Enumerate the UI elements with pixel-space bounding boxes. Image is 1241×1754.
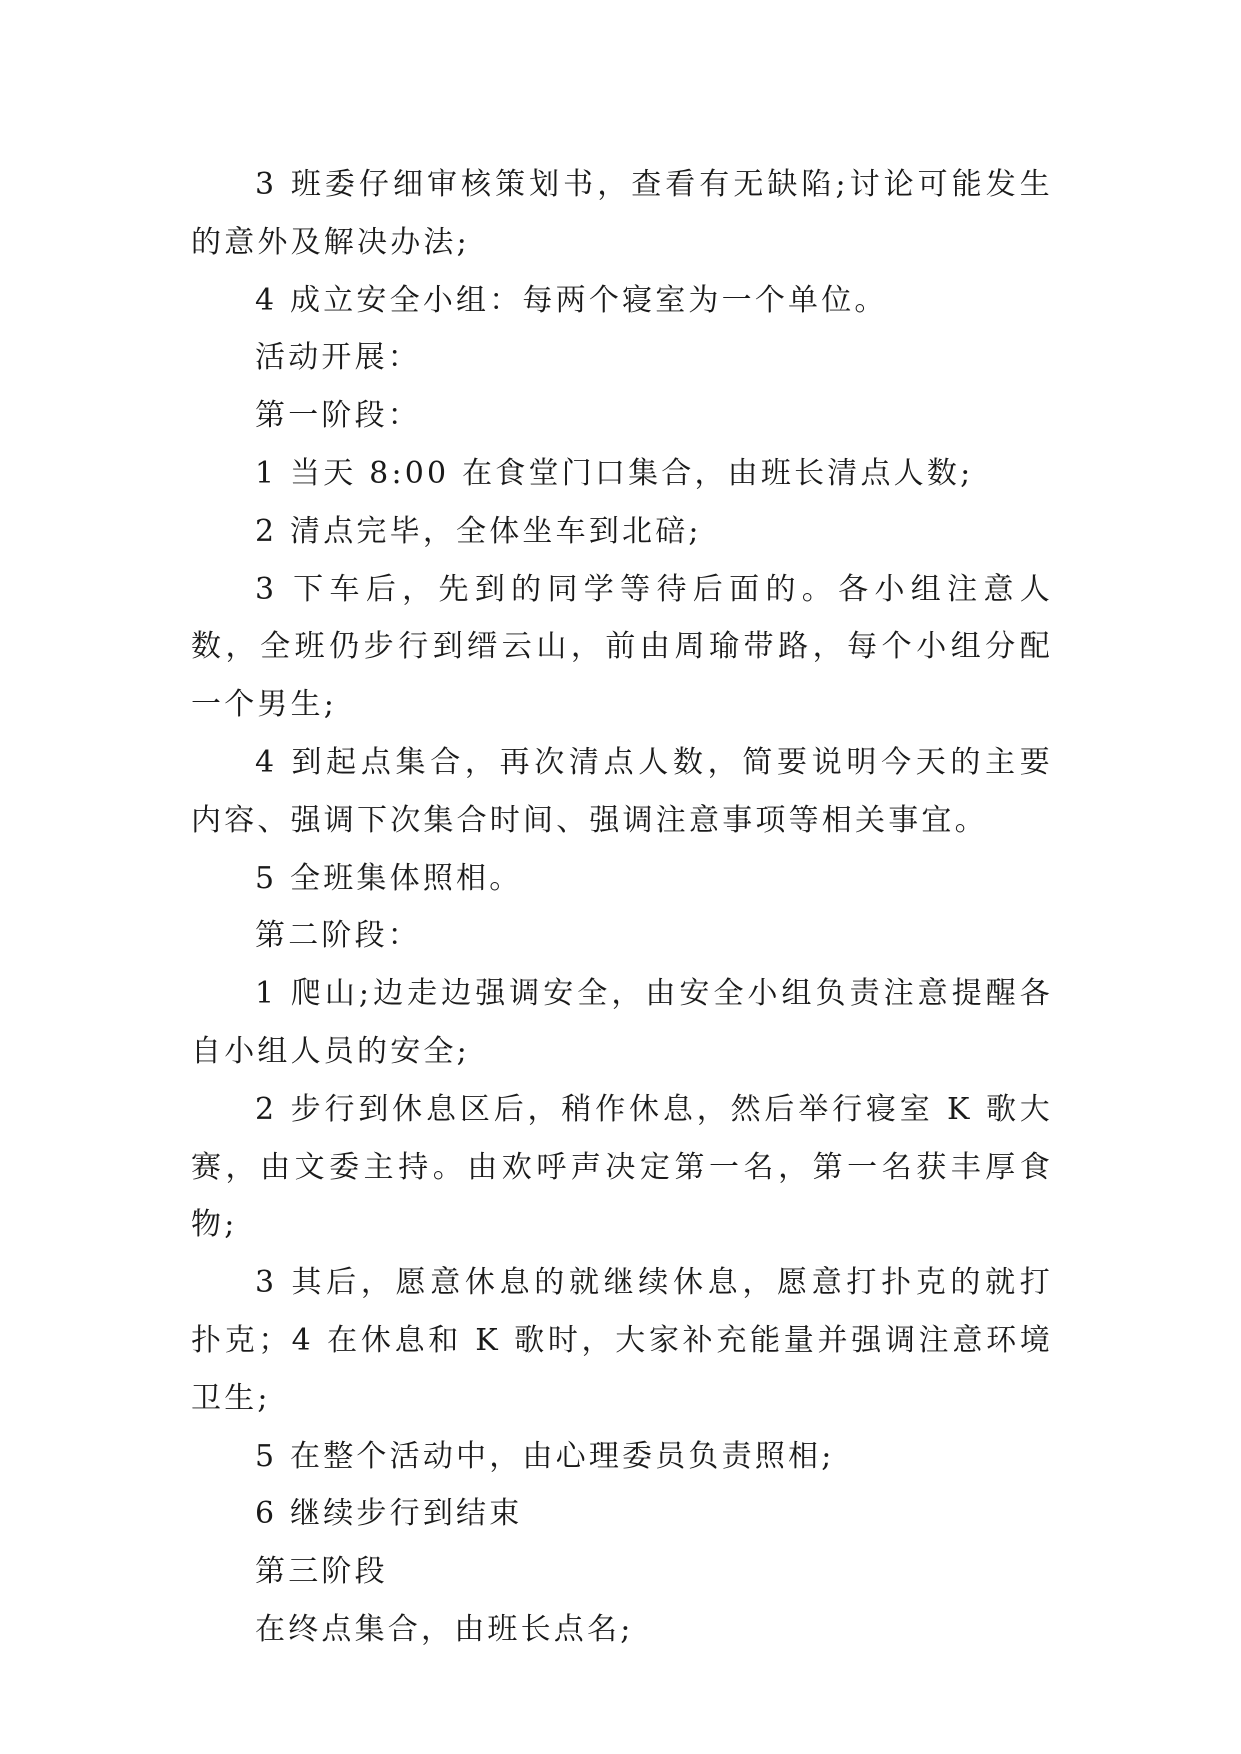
paragraph: 在终点集合，由班长点名; bbox=[255, 1611, 634, 1647]
paragraph: 1 当天 8:00 在食堂门口集合，由班长清点人数; bbox=[255, 455, 974, 491]
paragraph: 2 清点完毕，全体坐车到北碚; bbox=[255, 513, 702, 549]
paragraph: 5 全班集体照相。 bbox=[255, 860, 523, 896]
stage-heading: 第三阶段 bbox=[255, 1554, 388, 1590]
paragraph: 3 下车后，先到的同学等待后面的。各小组注意人数，全班仍步行到缙云山，前由周瑜带路，每个小组分配一个男生; bbox=[191, 571, 1053, 723]
paragraph: 6 继续步行到结束 bbox=[255, 1496, 523, 1532]
paragraph: 4 到起点集合，再次清点人数，简要说明今天的主要内容、强调下次集合时间、强调注意事项等相关事宜。 bbox=[191, 744, 1053, 838]
document-body bbox=[191, 156, 1053, 1659]
paragraph: 4 成立安全小组：每两个寝室为一个单位。 bbox=[255, 282, 888, 318]
section-heading: 活动开展： bbox=[255, 340, 421, 376]
paragraph: 5 在整个活动中，由心理委员负责照相; bbox=[255, 1438, 835, 1474]
paragraph: 1 爬山;边走边强调安全，由安全小组负责注意提醒各自小组人员的安全; bbox=[191, 976, 1053, 1069]
paragraph: 3 班委仔细审核策划书，查看有无缺陷;讨论可能发生的意外及解决办法; bbox=[191, 167, 1053, 260]
stage-heading: 第二阶段： bbox=[255, 918, 421, 954]
paragraph: 3 其后，愿意休息的就继续休息，愿意打扑克的就打扑克；4 在休息和 K 歌时，大家补充能量并强调注意环境卫生; bbox=[191, 1265, 1053, 1416]
paragraph: 2 步行到休息区后，稍作休息，然后举行寝室 K 歌大赛，由文委主持。由欢呼声决定第一名，第一名获丰厚食物; bbox=[191, 1091, 1053, 1243]
stage-heading: 第一阶段： bbox=[255, 398, 421, 434]
